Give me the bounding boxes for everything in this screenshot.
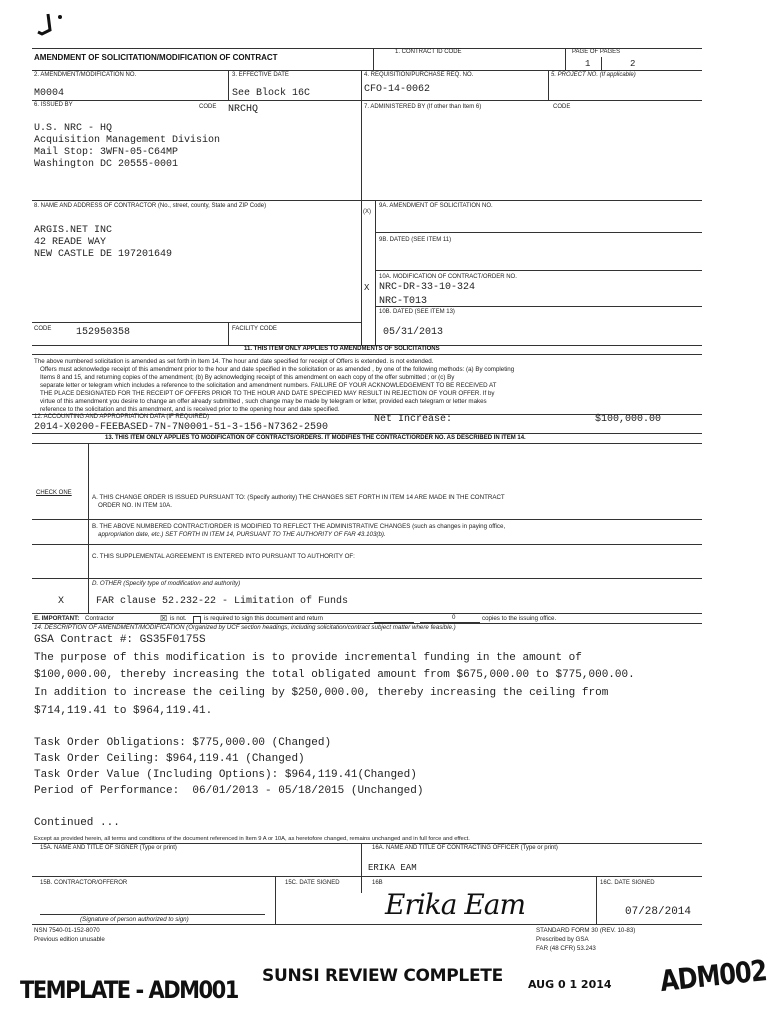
received-date-stamp: AUG 0 1 2014 <box>528 978 612 991</box>
desc-line-8: Task Order Ceiling: $964,119.41 (Changed) <box>34 753 305 765</box>
x-column-label: (X) <box>363 209 371 215</box>
signer-16a-label: 16A. NAME AND TITLE OF CONTRACTING OFFICER (Type or print) <box>372 845 558 851</box>
desc-line-1: GSA Contract #: GS35F0175S <box>34 634 206 646</box>
accounting-value: 2014-X0200-FEEBASED-7N-7N0001-51-3-156-N7362-2590 <box>34 422 329 433</box>
item-13-c: C. THIS SUPPLEMENTAL AGREEMENT IS ENTERED INTO PURSUANT TO AUTHORITY OF: <box>92 553 355 560</box>
corner-mark <box>34 12 64 38</box>
amend-no-value: M0004 <box>34 88 65 99</box>
is-not-checkbox[interactable]: ☒ <box>160 614 168 623</box>
item-14-footer-note: Except as provided herein, all terms and conditions of the document referenced in Item 9 A or 10A, as heretofore changed, remains unchanged and in full force and effect. <box>34 836 470 842</box>
item-13-d-x: X <box>58 596 65 607</box>
signature: Erika Eam <box>385 888 526 921</box>
item-13-d-value: FAR clause 52.232-22 - Limitation of Funds <box>96 596 349 607</box>
page-label: PAGE OF PAGES <box>572 49 621 55</box>
contractor-line-3: NEW CASTLE DE 197201649 <box>34 249 173 260</box>
mod-contract-value-1: NRC-DR-33-10-324 <box>379 282 476 293</box>
desc-line-4: In addition to increase the ceiling by $250,000.00, thereby increasing the ceiling from <box>34 687 609 699</box>
desc-line-12: Continued ... <box>34 817 120 829</box>
contractor-line-1: ARGIS.NET INC <box>34 225 113 236</box>
page-number: 1 <box>585 59 591 69</box>
signer-16c-label: 16C. DATE SIGNED <box>600 880 655 886</box>
effective-date-label: 3. EFFECTIVE DATE <box>232 72 289 78</box>
effective-date-value: See Block 16C <box>232 88 311 99</box>
mod-date-value: 05/31/2013 <box>383 327 444 338</box>
nsn-number: NSN 7540-01-152-8070 <box>34 927 100 934</box>
desc-line-3: $100,000.00, thereby increasing the total obligated amount from $675,000.00 to $775,000.00. <box>34 669 635 681</box>
item-13-d: D. OTHER (Specify type of modification and authority) <box>92 580 241 587</box>
adm-stamp: ADM002 <box>658 953 768 999</box>
amend-solicitation-label: 9A. AMENDMENT OF SOLICITATION NO. <box>379 203 493 209</box>
copies-text: copies to the issuing office. <box>482 615 557 622</box>
issuer-line-1: U.S. NRC - HQ <box>34 123 113 134</box>
issuer-line-4: Washington DC 20555-0001 <box>34 159 179 170</box>
item-11-line-5: THE PLACE DESIGNATED FOR THE RECEIPT OF OFFERS PRIOR TO THE HOUR AND DATE SPECIFIED MAY RESULT IN REJECTION OF YOUR OFFER. If by <box>40 390 495 397</box>
mod-contract-value-2: NRC-T013 <box>379 296 428 307</box>
important-label: E. IMPORTANT: <box>34 615 80 622</box>
item-11-line-4: separate letter or telegram which includes a reference to the solicitation and amendment numbers. FAILURE OF YOUR ACKNOWLEDGEMENT TO BE RECEIVED AT <box>40 382 497 389</box>
item-13-header: 13. THIS ITEM ONLY APPLIES TO MODIFICATION OF CONTRACTS/ORDERS. IT MODIFIES THE CONTRACT/ORDER NO. AS DESCRIBED IN ITEM 14. <box>105 435 526 441</box>
admin-code-label: CODE <box>553 104 571 110</box>
copies-count: 0 <box>452 614 456 621</box>
desc-line-10: Period of Performance: 06/01/2013 - 05/18/2015 (Unchanged) <box>34 785 424 797</box>
administered-by-label: 7. ADMINISTERED BY (If other than Item 6) <box>364 104 482 110</box>
amend-no-label: 2. AMENDMENT/MODIFICATION NO. <box>34 72 137 78</box>
item-11-line-7: reference to the solicitation and this amendment, and is received prior to the opening hour and date specified. <box>40 406 340 413</box>
net-increase-value: $100,000.00 <box>595 414 662 425</box>
item-13-b2: appropriation date, etc.) SET FORTH IN ITEM 14, PURSUANT TO THE AUTHORITY OF FAR 43.103(b). <box>98 531 386 538</box>
item-13-b: B. THE ABOVE NUMBERED CONTRACT/ORDER IS MODIFIED TO REFLECT THE ADMINISTRATIVE CHANGES (such as changes in paying office, <box>92 523 506 530</box>
item-11-line-6: virtue of this amendment you desire to change an offer already submitted , such change may be made by telegram or letter, provided each telegram or letter makes <box>40 398 487 405</box>
page-count: 2 <box>630 59 636 69</box>
item-11-header: 11. THIS ITEM ONLY APPLIES TO AMENDMENTS OF SOLICITATIONS <box>244 346 440 352</box>
signer-16b-label: 16B <box>372 880 383 886</box>
issuer-line-3: Mail Stop: 3WFN-05-C64MP <box>34 147 179 158</box>
item-11-line-2: Offers must acknowledge receipt of this amendment prior to the hour and date specified in the solicitation or as amended , by one of the following methods: (a) By completing <box>40 366 515 373</box>
requisition-value: CFO-14-0062 <box>364 84 431 95</box>
project-no-label: 5. PROJECT NO. (If applicable) <box>551 72 636 78</box>
desc-line-7: Task Order Obligations: $775,000.00 (Changed) <box>34 737 332 749</box>
issuer-line-2: Acquisition Management Division <box>34 135 221 146</box>
contract-id-code-label: 1. CONTRACT ID CODE <box>395 49 462 55</box>
contractor-line-2: 42 READE WAY <box>34 237 107 248</box>
important-contractor: Contractor <box>85 615 114 622</box>
contractor-label: 8. NAME AND ADDRESS OF CONTRACTOR (No., street, county, State and ZIP Code) <box>34 203 267 209</box>
far-reference: FAR (48 CFR) 53.243 <box>536 945 596 952</box>
mod-contract-label: 10A. MODIFICATION OF CONTRACT/ORDER NO. <box>379 274 517 280</box>
net-increase-label: Net Increase: <box>374 414 453 425</box>
contractor-code-label: CODE <box>34 326 52 332</box>
item-11-line-1: The above numbered solicitation is amended as set forth in Item 14. The hour and date specified for receipt of Offers is extended. is not extended. <box>34 358 434 365</box>
sunsi-review-stamp: SUNSI REVIEW COMPLETE <box>262 966 503 986</box>
signer-15b-sub: (Signature of person authorized to sign) <box>80 916 189 923</box>
important-is-required: is required to sign this document and return <box>204 615 324 622</box>
standard-form: STANDARD FORM 30 (REV. 10-83) <box>536 927 636 934</box>
desc-line-9: Task Order Value (Including Options): $964,119.41(Changed) <box>34 769 417 781</box>
item-13-a2: ORDER NO. IN ITEM 10A. <box>98 502 172 509</box>
issued-by-label: 6. ISSUED BY <box>34 102 73 108</box>
mod-x-mark: X <box>364 283 370 293</box>
prescribed-by: Prescribed by GSA <box>536 936 589 943</box>
signer-15a-label: 15A. NAME AND TITLE OF SIGNER (Type or print) <box>40 845 177 851</box>
form-title: AMENDMENT OF SOLICITATION/MODIFICATION OF CONTRACT <box>34 53 278 62</box>
accounting-label: 12. ACCOUNTING AND APPROPRIATION DATA (IF REQUIRED) <box>34 414 210 420</box>
item-13-a: A. THIS CHANGE ORDER IS ISSUED PURSUANT TO: (Specify authority) THE CHANGES SET FORTH IN ITEM 14 ARE MADE IN THE CONTRACT <box>92 494 505 501</box>
item-11-line-3: Items 8 and 15, and returning copies of the amendment; (b) By acknowledging receipt of this amendment on each copy of the offer submitted ; or (c) By <box>40 374 455 381</box>
check-one-label: CHECK ONE <box>36 490 72 496</box>
mod-date-label: 10B. DATED (SEE ITEM 13) <box>379 309 455 315</box>
issued-code-value: NRCHQ <box>228 104 259 115</box>
signer-15c-label: 15C. DATE SIGNED <box>285 880 340 886</box>
contractor-code-value: 152950358 <box>76 327 131 338</box>
desc-line-2: The purpose of this modification is to provide incremental funding in the amount of <box>34 652 582 664</box>
signer-16c-value: 07/28/2014 <box>625 906 692 918</box>
previous-edition: Previous edition unusable <box>34 936 105 943</box>
template-stamp: TEMPLATE - ADM001 <box>20 976 238 1004</box>
signer-16a-value: ERIKA EAM <box>368 863 417 873</box>
facility-code-label: FACILITY CODE <box>232 326 277 332</box>
item-14-label: 14. DESCRIPTION OF AMENDMENT/MODIFICATION (Organized by UCF section headings, including solicitation/contract subject matter where feasible.) <box>34 624 456 631</box>
dated-9b-label: 9B. DATED (SEE ITEM 11) <box>379 237 452 243</box>
important-is-not: is not. <box>170 615 187 622</box>
issued-code-label: CODE <box>199 104 217 110</box>
signer-15b-label: 15B. CONTRACTOR/OFFEROR <box>40 880 128 886</box>
desc-line-5: $714,119.41 to $964,119.41. <box>34 705 213 717</box>
requisition-label: 4. REQUISITION/PURCHASE REQ. NO. <box>364 72 474 78</box>
